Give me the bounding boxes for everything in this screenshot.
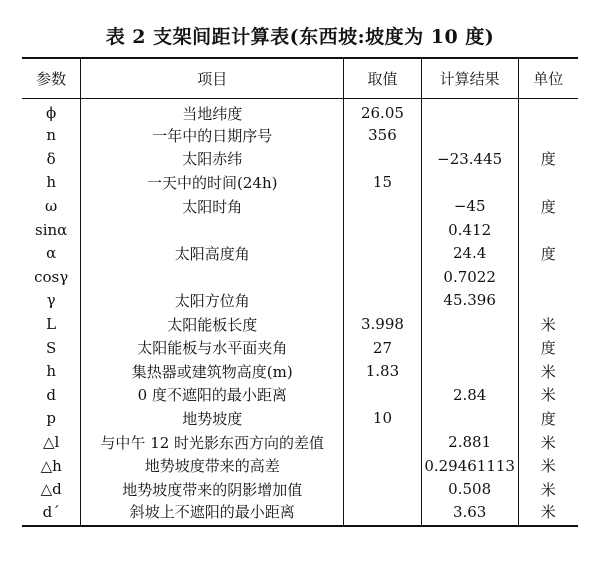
cell-param: ω (22, 194, 81, 218)
cell-item: 地势坡度 (81, 407, 344, 431)
cell-unit: 米 (540, 480, 556, 499)
cell-item: 一天中的时间(24h) (81, 171, 344, 195)
cell-param: h (22, 359, 81, 383)
cell-param: sinα (22, 218, 81, 242)
cell-item: 当地纬度 (81, 98, 344, 124)
cell-item: 一年中的日期序号 (81, 124, 344, 148)
cell-item: 与中午 12 时光影东西方向的差值 (81, 430, 344, 454)
table-row (22, 430, 578, 454)
cell-param: △l (22, 430, 81, 454)
cell-value (344, 265, 422, 289)
cell-param: ϕ (22, 98, 81, 124)
table-caption: 表 2 支架间距计算表(东西坡:坡度为 10 度) (105, 26, 495, 48)
cell-unit: 度 (540, 244, 556, 263)
header-item: 项目 (81, 58, 344, 98)
cell-unit (518, 265, 578, 289)
cell-unit (518, 289, 578, 313)
cell-param: p (22, 407, 81, 431)
cell-param: d´ (22, 501, 81, 526)
cell-item (81, 218, 344, 242)
cell-item: 斜坡上不遮阳的最小距离 (81, 501, 344, 526)
cell-result (421, 312, 518, 336)
cell-result: 45.396 (421, 289, 518, 313)
table-row (22, 359, 578, 383)
cell-item: 地势坡度带来的高差 (81, 454, 344, 478)
cell-unit (518, 171, 578, 195)
table-row (22, 98, 578, 124)
cell-item (81, 265, 344, 289)
cell-param: △d (22, 477, 81, 501)
cell-result: −45 (421, 194, 518, 218)
cell-result: 0.412 (421, 218, 518, 242)
cell-unit: 米 (540, 457, 556, 476)
cell-param: α (22, 241, 81, 265)
cell-item: 地势坡度带来的阴影增加值 (81, 477, 344, 501)
cell-unit: 度 (540, 150, 556, 169)
cell-item: 集热器或建筑物高度(m) (81, 359, 344, 383)
cell-value (344, 241, 422, 265)
header-unit: 单位 (518, 58, 578, 98)
cell-unit: 米 (540, 386, 556, 405)
header-result: 计算结果 (421, 58, 518, 98)
cell-item: 太阳时角 (81, 194, 344, 218)
cell-result: 0.29461113 (421, 454, 518, 478)
cell-param: δ (22, 147, 81, 171)
cell-result: 2.881 (421, 430, 518, 454)
cell-result (421, 124, 518, 148)
cell-unit (518, 218, 578, 242)
cell-value: 10 (344, 407, 422, 431)
cell-value: 1.83 (344, 359, 422, 383)
cell-result (421, 171, 518, 195)
cell-result: 0.508 (421, 477, 518, 501)
cell-param: cosγ (22, 265, 81, 289)
cell-unit: 度 (540, 197, 556, 216)
cell-item: 太阳高度角 (81, 241, 344, 265)
cell-param: n (22, 124, 81, 148)
cell-item: 太阳能板长度 (81, 312, 344, 336)
cell-value: 3.998 (344, 312, 422, 336)
cell-result (421, 407, 518, 431)
cell-item: 太阳赤纬 (81, 147, 344, 171)
table-row (22, 501, 578, 526)
cell-value (344, 194, 422, 218)
spacing-calculation-table (22, 57, 578, 527)
cell-value: 15 (344, 171, 422, 195)
table-row (22, 241, 578, 265)
cell-unit: 度 (540, 409, 556, 428)
table-row (22, 194, 578, 218)
table-row (22, 289, 578, 313)
cell-param: γ (22, 289, 81, 313)
table-body (22, 98, 578, 526)
cell-value: 26.05 (344, 98, 422, 124)
cell-result: −23.445 (421, 147, 518, 171)
cell-value (344, 430, 422, 454)
cell-unit: 米 (540, 315, 556, 334)
cell-param: L (22, 312, 81, 336)
table-row (22, 312, 578, 336)
table-row (22, 454, 578, 478)
cell-item: 0 度不遮阳的最小距离 (81, 383, 344, 407)
table-row (22, 407, 578, 431)
cell-value (344, 501, 422, 526)
cell-value (344, 454, 422, 478)
cell-value (344, 147, 422, 171)
table-row (22, 336, 578, 360)
cell-result (421, 336, 518, 360)
cell-unit: 米 (518, 501, 578, 526)
header-value: 取值 (344, 58, 422, 98)
header-row (22, 58, 578, 98)
cell-unit (518, 124, 578, 148)
cell-item: 太阳能板与水平面夹角 (81, 336, 344, 360)
cell-param: S (22, 336, 81, 360)
table-row (22, 124, 578, 148)
cell-value (344, 383, 422, 407)
cell-unit: 米 (540, 433, 556, 452)
cell-result: 2.84 (421, 383, 518, 407)
table-row (22, 383, 578, 407)
table-row (22, 218, 578, 242)
cell-param: h (22, 171, 81, 195)
cell-item: 太阳方位角 (81, 289, 344, 313)
cell-value: 27 (344, 336, 422, 360)
cell-value (344, 289, 422, 313)
cell-value (344, 477, 422, 501)
cell-unit (518, 98, 578, 124)
table-row (22, 147, 578, 171)
table-row (22, 477, 578, 501)
cell-result (421, 98, 518, 124)
cell-unit: 度 (540, 339, 556, 358)
cell-unit: 米 (540, 362, 556, 381)
header-param: 参数 (22, 58, 81, 98)
cell-value: 356 (344, 124, 422, 148)
cell-value (344, 218, 422, 242)
cell-param: △h (22, 454, 81, 478)
table-row (22, 171, 578, 195)
cell-result: 3.63 (421, 501, 518, 526)
cell-result (421, 359, 518, 383)
cell-result: 0.7022 (421, 265, 518, 289)
cell-result: 24.4 (421, 241, 518, 265)
cell-param: d (22, 383, 81, 407)
table-row (22, 265, 578, 289)
